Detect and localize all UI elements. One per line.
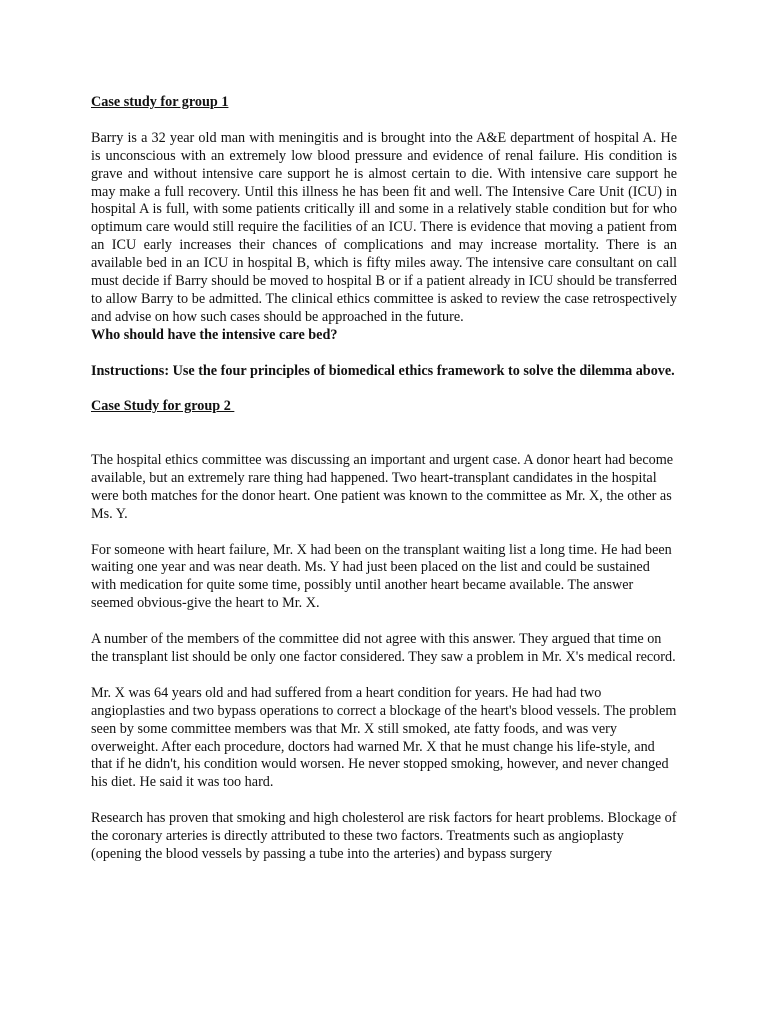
spacer xyxy=(91,380,677,398)
group1-heading: Case study for group 1 xyxy=(91,94,229,110)
spacer xyxy=(91,613,677,631)
group2-paragraph: Mr. X was 64 years old and had suffered from a heart condition for years. He had had two angioplasties and two bypass operations to correct a blockage of the heart's blood vessels. The problem seen by some committee members was that Mr. X still smoked, ate fatty foods, and was very overweight. After each procedure, doctors had warned Mr. X that he must change his life-style, and that if he didn't, his condition would worsen. He never stopped smoking, however, and never changed his diet. He said it was too hard. xyxy=(91,684,677,791)
spacer xyxy=(91,792,677,810)
spacer xyxy=(91,112,677,130)
spacer xyxy=(91,345,677,363)
spacer xyxy=(91,524,677,542)
group2-paragraph: Research has proven that smoking and high cholesterol are risk factors for heart problems. Blockage of the coronary arteries is directly attributed to these two factors. Treatments such as angioplasty (opening the blood vessels by passing a tube into the arteries) and bypass surgery xyxy=(91,810,677,862)
document-page xyxy=(91,94,677,864)
spacer xyxy=(91,416,677,452)
spacer xyxy=(91,667,677,685)
group1-case-text: Barry is a 32 year old man with meningitis and is brought into the A&E department of hospital A. He is unconscious with an extremely low blood pressure and evidence of renal failure. His condition is grave and without intensive care support he is almost certain to die. With intensive care support he may make a full recovery. Until this illness he has been fit and well. The Intensive Care Unit (ICU) in hospital A is full, with some patients critically ill and some in a relatively stable condition but for who optimum care would still require the facilities of an ICU. There is evidence that moving a patient from an ICU early increases their chances of complications and may increase mortality. There is an available bed in an ICU in hospital B, which is fifty miles away. The intensive care consultant on call must decide if Barry should be moved to hospital B or if a patient already in ICU should be transferred to allow Barry to be admitted. The clinical ethics committee is asked to review the case retrospectively and advise on how such cases should be approached in the future. xyxy=(91,129,677,325)
group2-paragraph: The hospital ethics committee was discussing an important and urgent case. A donor heart had become available, but an extremely rare thing had happened. Two heart-transplant candidates in the hospital were both matches for the donor heart. One patient was known to the committee as Mr. X, the other as Ms. Y. xyxy=(91,452,674,522)
group1-question: Who should have the intensive care bed? xyxy=(91,326,338,343)
group2-paragraph: For someone with heart failure, Mr. X had been on the transplant waiting list a long time. He had been waiting one year and was near death. Ms. Y had just been placed on the list and could be sustained with medication for quite some time, possibly until another heart became available. The answer seemed obvious-give the heart to Mr. X. xyxy=(91,541,672,612)
group2-paragraph: A number of the members of the committee did not agree with this answer. They argued that time on the transplant list should be only one factor considered. They saw a problem in Mr. X's medical record. xyxy=(91,631,676,665)
group2-heading: Case Study for group 2 xyxy=(91,398,235,415)
group1-instructions: Instructions: Use the four principles of biomedical ethics framework to solve the dilemma above. xyxy=(91,362,675,379)
